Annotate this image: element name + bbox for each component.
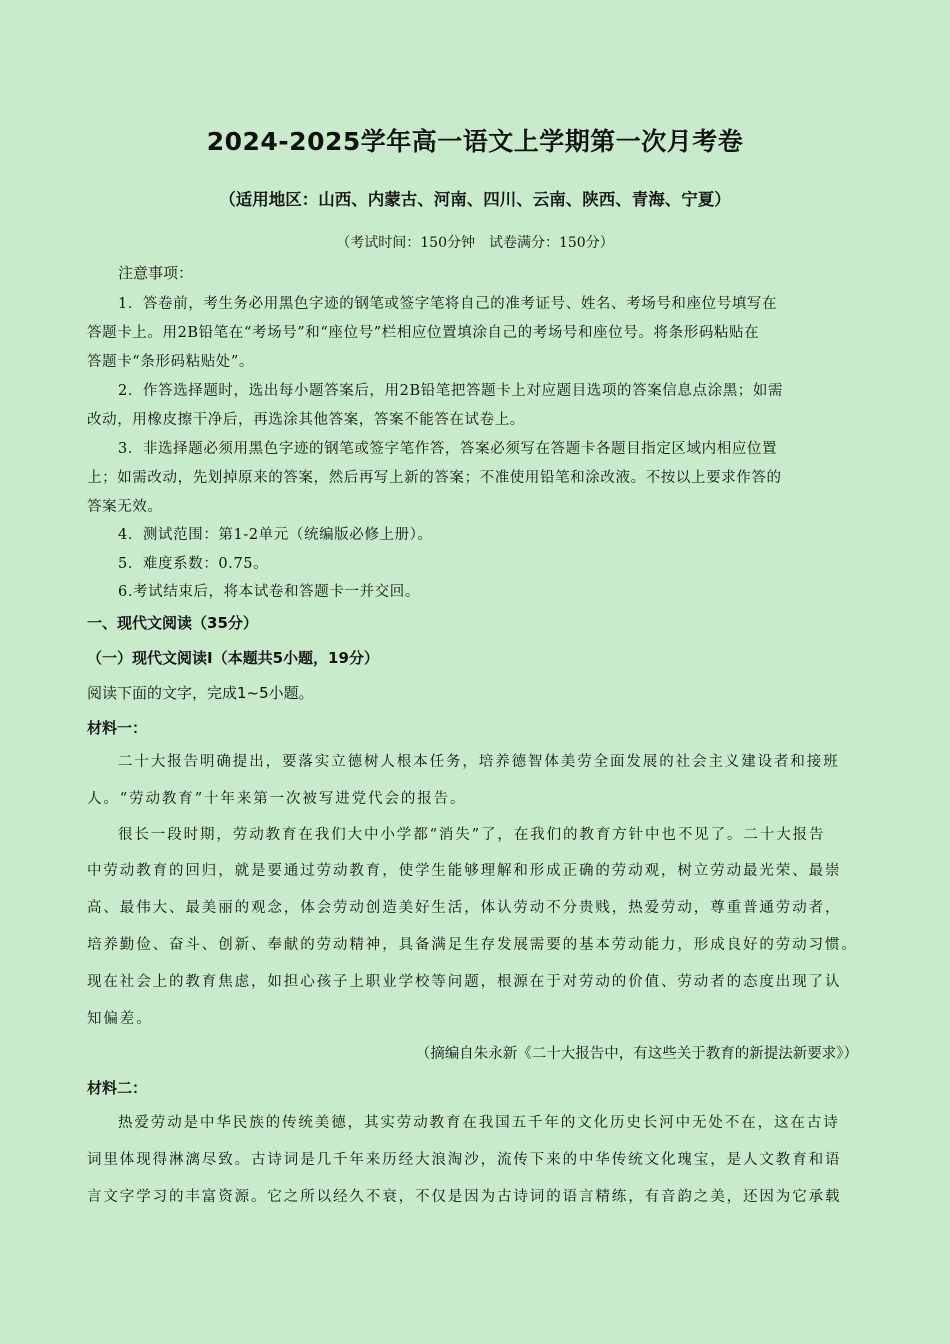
material-label: 材料一：	[87, 719, 148, 737]
notice-line: 答题卡“条形码粘贴处”。	[87, 354, 255, 370]
applicable-regions: （适用地区：山西、内蒙古、河南、四川、云南、陕西、青海、宁夏）	[219, 190, 731, 209]
material-text-line: 知偏差。	[87, 1011, 153, 1027]
material-text-line: 现在社会上的教育焦虑，如担心孩子上职业学校等问题，根源在于对劳动的价值、劳动者的态度出现了认	[87, 974, 842, 990]
notice-heading: 注意事项：	[118, 264, 194, 282]
material-text-line: 人。“劳动教育”十年来第一次被写进党代会的报告。	[87, 791, 467, 807]
notice-line: 答案无效。	[87, 499, 163, 515]
notice-line: 2．作答选择题时，选出每小题答案后，用2B铅笔把答题卡上对应题目选项的答案信息点涂黑；如需	[118, 383, 784, 399]
material-text-line: 培养勤俭、奋斗、创新、奉献的劳动精神，具备满足生存发展需要的基本劳动能力，形成良好的劳动习惯。	[87, 937, 858, 953]
notice-line: 6.考试结束后，将本试卷和答题卡一并交回。	[118, 584, 420, 600]
page-title: 2024-2025学年高一语文上学期第一次月考卷	[206, 127, 744, 156]
material-text-line: 二十大报告明确提出，要落实立德树人根本任务，培养德智体美劳全面发展的社会主义建设者和接班	[118, 754, 840, 770]
material-text-line: 热爱劳动是中华民族的传统美德，其实劳动教育在我国五千年的文化历史长河中无处不在，这在古诗	[118, 1115, 840, 1131]
notice-line: 答题卡上。用2B铅笔在“考场号”和“座位号”栏相应位置填涂自己的考场号和座位号。将条形码粘贴在	[87, 325, 760, 341]
material-text-line: 词里体现得淋漓尽致。古诗词是几千年来历经大浪淘沙，流传下来的中华传统文化瑰宝，是人文教育和语	[87, 1152, 842, 1168]
exam-info: （考试时间：150分钟 试卷满分：150分）	[336, 235, 614, 251]
notice-line: 4．测试范围：第1-2单元（统编版必修上册）。	[118, 527, 433, 543]
material-source: （摘编自朱永新《二十大报告中，有这些关于教育的新提法新要求》）	[415, 1046, 858, 1062]
material-text-line: 言文字学习的丰富资源。它之所以经久不衰，不仅是因为古诗词的语言精练，有音韵之美，还因为它承载	[87, 1189, 842, 1205]
subsection-heading: （一）现代文阅读Ⅰ（本题共5小题，19分）	[87, 649, 379, 667]
section-heading: 一、现代文阅读（35分）	[87, 614, 258, 632]
notice-line: 上；如需改动，先划掉原来的答案，然后再写上新的答案；不准使用铅笔和涂改液。不按以上要求作答的	[87, 470, 782, 486]
notice-line: 改动，用橡皮擦干净后，再选涂其他答案，答案不能答在试卷上。	[87, 412, 525, 428]
notice-line: 5．难度系数：0.75。	[118, 556, 269, 572]
material-text-line: 高、最伟大、最美丽的观念，体会劳动创造美好生活，体认劳动不分贵贱，热爱劳动，尊重普通劳动者，	[87, 900, 842, 916]
material-text-line: 中劳动教育的回归，就是要通过劳动教育，使学生能够理解和形成正确的劳动观，树立劳动最光荣、最崇	[87, 863, 842, 879]
section-instruction: 阅读下面的文字，完成1~5小题。	[87, 684, 314, 702]
material-label: 材料二：	[87, 1079, 148, 1097]
material-text-line: 很长一段时期，劳动教育在我们大中小学都“消失”了，在我们的教育方针中也不见了。二十大报告	[118, 827, 826, 843]
notice-line: 3．非选择题必须用黑色字迹的钢笔或签字笔作答，答案必须写在答题卡各题目指定区域内相应位置	[118, 441, 778, 457]
notice-line: 1．答卷前，考生务必用黑色字迹的钢笔或签字笔将自己的准考证号、姓名、考场号和座位号填写在	[118, 296, 778, 312]
